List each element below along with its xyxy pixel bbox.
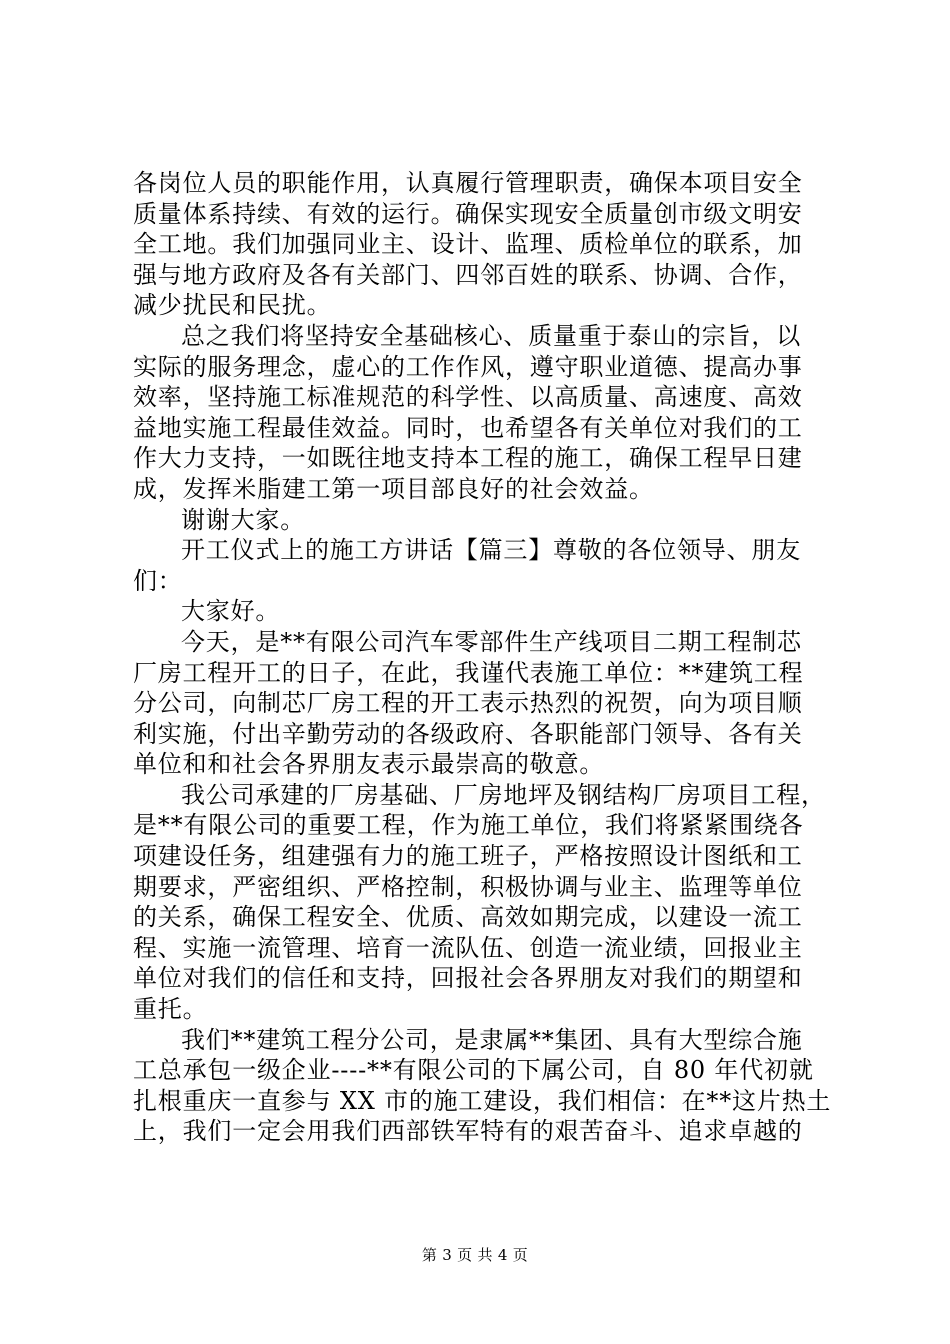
text-line-27: 单位对我们的信任和支持，回报社会各界朋友对我们的期望和: [133, 964, 803, 993]
text-line-15: 大家好。: [181, 597, 281, 626]
text-line-22: 是**有限公司的重要工程，作为施工单位，我们将紧紧围绕各: [133, 811, 804, 840]
text-line-12: 谢谢大家。: [181, 505, 305, 534]
text-line-10: 作大力支持，一如既往地支持本工程的施工，确保工程早日建: [133, 444, 803, 473]
document-body: [133, 168, 833, 1147]
text-line-14: 们：: [133, 566, 183, 595]
text-line-8: 效率，坚持施工标准规范的科学性、以高质量、高速度、高效: [133, 383, 803, 412]
text-line-21: 我公司承建的厂房基础、厂房地坪及钢结构厂房项目工程，: [181, 780, 826, 809]
page-footer: [0, 1244, 950, 1265]
text-line-2: 质量体系持续、有效的运行。确保实现安全质量创市级文明安: [133, 199, 803, 228]
text-line-1: 各岗位人员的职能作用，认真履行管理职责，确保本项目安全: [133, 169, 803, 197]
text-line-24: 期要求，严密组织、严格控制，积极协调与业主、监理等单位: [133, 872, 803, 901]
text-line-4: 强与地方政府及各有关部门、四邻百姓的联系、协调、合作，: [133, 260, 803, 289]
text-line-32: 上，我们一定会用我们西部铁军特有的艰苦奋斗、追求卓越的: [133, 1117, 803, 1146]
text-line-5: 减少扰民和民扰。: [133, 291, 332, 320]
text-line-26: 程、实施一流管理、培育一流队伍、创造一流业绩，回报业主: [133, 933, 803, 962]
text-line-29: 我们**建筑工程分公司，是隶属**集团、具有大型综合施: [181, 1025, 803, 1054]
text-line-9: 益地实施工程最佳效益。同时，也希望各有关单位对我们的工: [133, 413, 803, 442]
page-number-label: 第 3 页 共 4 页: [421, 1246, 529, 1264]
text-line-23: 项建设任务，组建强有力的施工班子，严格按照设计图纸和工: [133, 842, 803, 871]
text-line-31: 扎根重庆一直参与 XX 市的施工建设，我们相信：在**这片热土: [133, 1086, 832, 1115]
text-line-17: 厂房工程开工的日子，在此，我谨代表施工单位：**建筑工程: [133, 658, 804, 687]
text-line-11: 成，发挥米脂建工第一项目部良好的社会效益。: [133, 474, 654, 503]
text-line-28: 重托。: [133, 995, 208, 1024]
text-line-3: 全工地。我们加强同业主、设计、监理、质检单位的联系，加: [133, 230, 803, 259]
text-line-19: 利实施，付出辛勤劳动的各级政府、各职能部门领导、各有关: [133, 719, 803, 748]
text-line-7: 实际的服务理念，虚心的工作作风，遵守职业道德、提高办事: [133, 352, 803, 381]
text-line-30: 工总承包一级企业----**有限公司的下属公司，自 80 年代初就: [133, 1056, 814, 1085]
text-line-13: 开工仪式上的施工方讲话【篇三】尊敬的各位领导、朋友: [181, 536, 801, 565]
text-line-20: 单位和和社会各界朋友表示最崇高的敬意。: [133, 750, 605, 779]
text-line-18: 分公司，向制芯厂房工程的开工表示热烈的祝贺，向为项目顺: [133, 689, 803, 718]
text-line-25: 的关系，确保工程安全、优质、高效如期完成，以建设一流工: [133, 903, 803, 932]
text-line-6: 总之我们将坚持安全基础核心、质量重于泰山的宗旨，以: [181, 321, 801, 350]
text-line-16: 今天，是**有限公司汽车零部件生产线项目二期工程制芯: [181, 627, 802, 656]
